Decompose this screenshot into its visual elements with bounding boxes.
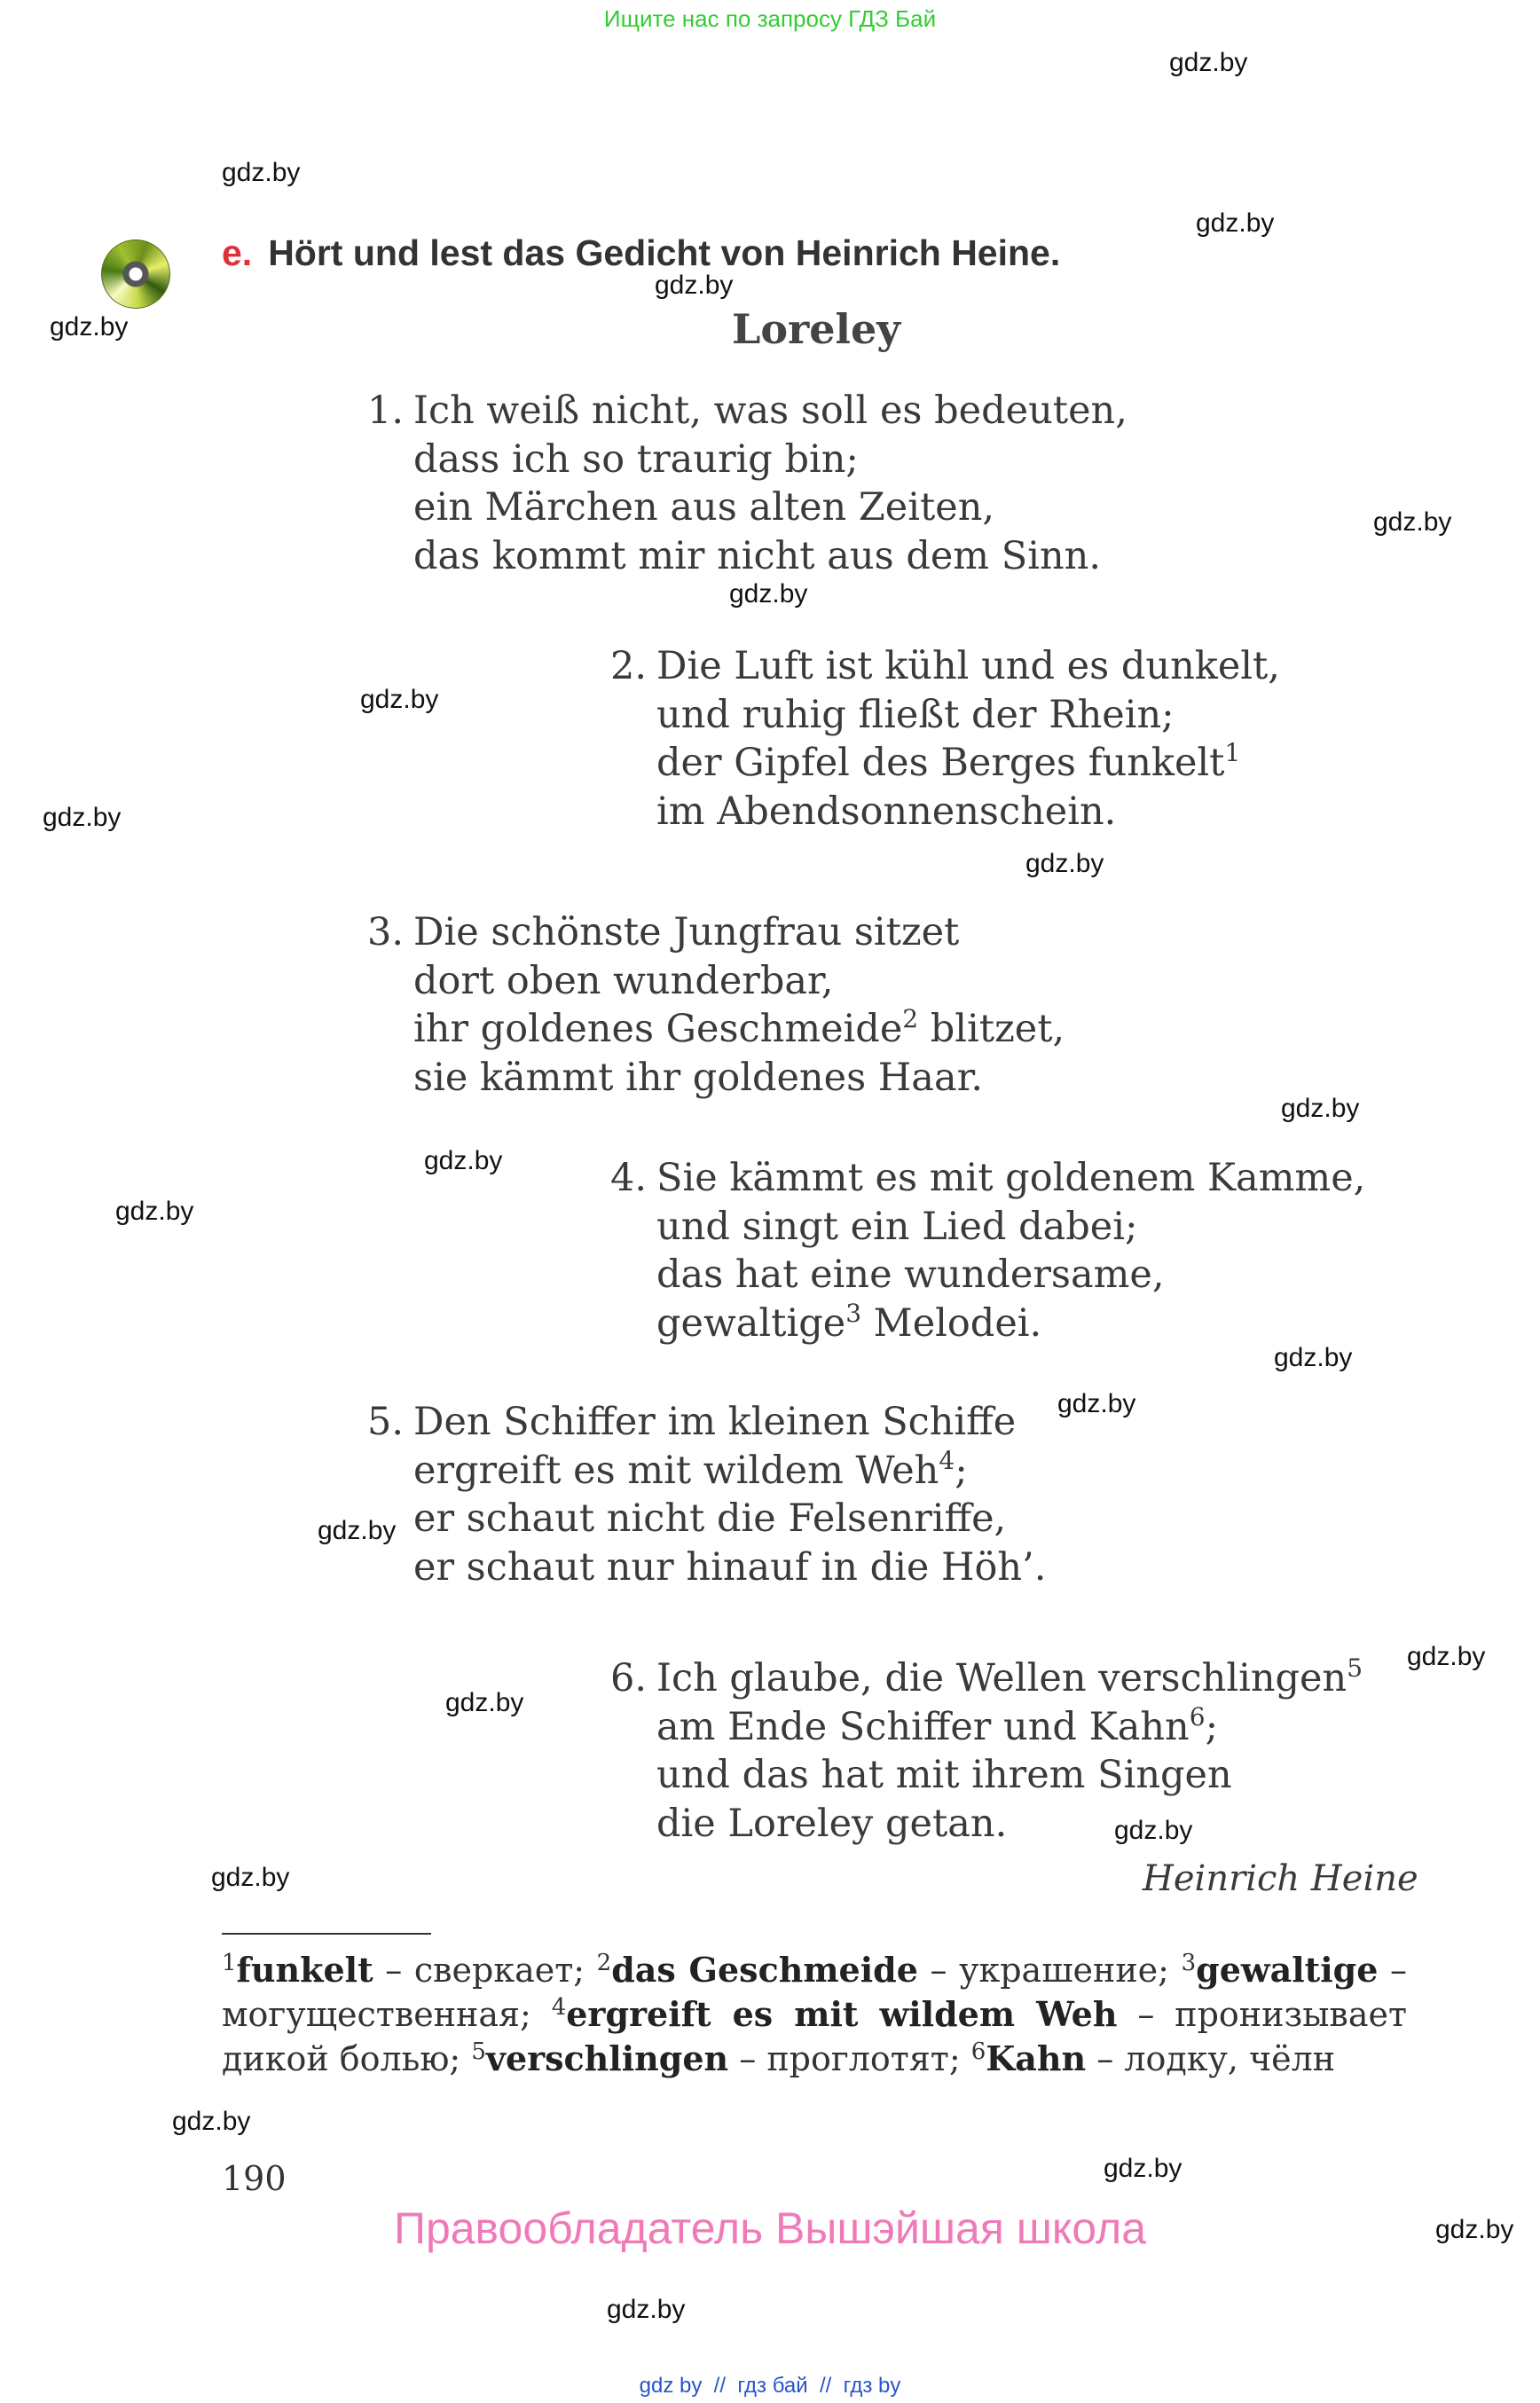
stanza-number: 6.	[610, 1656, 648, 1700]
footnote-sep: –	[917, 1951, 960, 1990]
footnote-term: Kahn	[986, 2038, 1087, 2078]
footnote-ref: 4	[939, 1445, 955, 1475]
footnote-number: 3	[1181, 1950, 1197, 1976]
poem-line-text: am Ende Schiffer und Kahn	[656, 1704, 1190, 1749]
stanza-number: 1.	[367, 389, 405, 433]
copyright-holder: Правообладатель Вышэйшая школа	[394, 2203, 1146, 2253]
footnote-sep: –	[1086, 2039, 1125, 2078]
poem-line	[413, 1447, 1046, 1496]
bottom-links[interactable]: gdz by // гдз бай // гдз by	[639, 2374, 901, 2398]
poem-line-text: blitzet,	[918, 1007, 1065, 1051]
footnote-term: das Geschmeide	[611, 1950, 918, 1990]
watermark: gdz.by	[211, 1863, 290, 1892]
watermark: gdz.by	[729, 579, 808, 609]
stanza-number: 5.	[367, 1400, 405, 1444]
poem-line: das kommt mir nicht aus dem Sinn.	[413, 533, 1102, 578]
watermark: gdz.by	[424, 1146, 503, 1175]
footnote-term: funkelt	[236, 1950, 373, 1990]
top-banner[interactable]: Ищите нас по запросу ГДЗ Бай	[603, 5, 937, 32]
stanza-6	[610, 1654, 1363, 1848]
poem-line: er schaut nicht die Felsenriffe,	[413, 1496, 1007, 1541]
poem-line-text: ihr goldenes Geschmeide	[413, 1007, 903, 1051]
footnote-term: gewaltige	[1196, 1950, 1379, 1990]
poem-line-text: der Gipfel des Berges funkelt	[656, 741, 1225, 785]
footnote-sep: –	[1117, 1995, 1175, 2034]
poem-line: dass ich so traurig bin;	[413, 436, 859, 482]
watermark: gdz.by	[1025, 849, 1104, 878]
watermark: gdz.by	[1104, 2154, 1182, 2183]
poem-line: und singt ein Lied dabei;	[656, 1204, 1138, 1249]
footnote-number: 5	[471, 2038, 486, 2065]
poem-line	[656, 1703, 1363, 1752]
stanza-number: 3.	[367, 910, 405, 954]
watermark: gdz.by	[1114, 1816, 1193, 1845]
stanza-2	[610, 642, 1280, 836]
footnote-term: verschlingen	[485, 2038, 729, 2078]
footnote-sep: –	[373, 1951, 414, 1990]
stanza-number: 4.	[610, 1156, 648, 1200]
watermark: gdz.by	[1274, 1343, 1353, 1372]
watermark: gdz.by	[1373, 507, 1452, 537]
stanza-1	[367, 387, 1128, 580]
poem-line: Ich weiß nicht, was soll es bedeuten,	[413, 389, 1128, 433]
footnote-number: 1	[222, 1950, 237, 1976]
footnote-divider	[222, 1933, 431, 1935]
watermark: gdz.by	[172, 2107, 251, 2136]
footnote-ref: 2	[902, 1004, 919, 1033]
watermark: gdz.by	[318, 1516, 397, 1545]
footnote-meaning: могущественная;	[222, 1995, 552, 2034]
poem-author: Heinrich Heine	[1143, 1858, 1418, 1899]
task-letter: e.	[222, 232, 253, 273]
poem-line-text: ergreift es mit wildem Weh	[413, 1448, 939, 1493]
watermark: gdz.by	[607, 2295, 686, 2324]
poem-line	[656, 739, 1280, 788]
poem-line: Die schönste Jungfrau sitzet	[413, 910, 960, 954]
footnote-sep: –	[1378, 1951, 1407, 1990]
poem-line	[656, 1300, 1365, 1348]
watermark: gdz.by	[1407, 1642, 1486, 1671]
stanza-5	[367, 1398, 1046, 1591]
footnote-meaning: проглотят;	[766, 2039, 971, 2078]
footnote-number: 2	[596, 1950, 612, 1976]
page-number: 190	[222, 2159, 287, 2198]
stanza-3	[367, 908, 1065, 1102]
footnote-ref: 3	[845, 1298, 862, 1328]
poem-line: dort oben wunderbar,	[413, 958, 834, 1003]
watermark: gdz.by	[1435, 2215, 1514, 2244]
footnotes	[222, 1948, 1407, 2081]
footnote-meaning: сверкает;	[413, 1951, 597, 1990]
poem-line: ein Märchen aus alten Zeiten,	[413, 485, 995, 530]
stanza-4	[610, 1154, 1365, 1347]
poem-line: das hat eine wundersame,	[656, 1253, 1165, 1297]
poem-line-text: Ich glaube, die Wellen verschlingen	[656, 1656, 1348, 1700]
poem-line-text: ;	[1205, 1704, 1219, 1749]
poem-line: sie kämmt ihr goldenes Haar.	[413, 1055, 984, 1100]
poem-title: Loreley	[732, 305, 900, 353]
footnote-ref: 6	[1189, 1701, 1206, 1732]
footnote-sep: –	[728, 2039, 767, 2078]
task-heading	[222, 232, 1060, 274]
watermark: gdz.by	[445, 1688, 524, 1717]
poem-line: die Loreley getan.	[656, 1801, 1008, 1846]
poem-line: Den Schiffer im kleinen Schiffe	[413, 1400, 1017, 1444]
watermark: gdz.by	[1057, 1389, 1136, 1418]
poem-line: er schaut nur hinauf in die Höh’.	[413, 1544, 1047, 1590]
stanza-number: 2.	[610, 644, 648, 688]
watermark: gdz.by	[50, 312, 129, 342]
watermark: gdz.by	[1281, 1094, 1360, 1123]
poem-line	[656, 1654, 1363, 1703]
poem-line: Sie kämmt es mit goldenem Kamme,	[656, 1156, 1366, 1200]
watermark: gdz.by	[655, 271, 734, 300]
watermark: gdz.by	[1196, 208, 1275, 238]
poem-line: Die Luft ist kühl und es dunkelt,	[656, 644, 1280, 688]
footnote-number: 4	[551, 1994, 567, 2021]
footnote-meaning: пронизывает дикой болью;	[222, 1995, 1407, 2078]
footnote-term: ergreift es mit wildem Weh	[566, 1994, 1118, 2034]
footnote-ref: 5	[1347, 1653, 1363, 1683]
poem-line: und ruhig fließt der Rhein;	[656, 692, 1175, 737]
poem-line-text: ;	[955, 1448, 968, 1493]
poem-line-text: gewaltige	[656, 1300, 846, 1346]
footnote-number: 6	[970, 2038, 986, 2065]
poem-line: im Abendsonnenschein.	[656, 789, 1117, 834]
watermark: gdz.by	[43, 803, 122, 832]
poem-line-text: Melodei.	[861, 1300, 1042, 1346]
footnote-ref: 1	[1224, 738, 1241, 767]
watermark: gdz.by	[360, 685, 439, 714]
poem-line: und das hat mit ihrem Singen	[656, 1753, 1232, 1797]
poem-line	[413, 1005, 1065, 1054]
footnote-meaning: лодку, чёлн	[1124, 2039, 1336, 2078]
task-text: Hört und lest das Gedicht von Heinrich Heine.	[268, 232, 1061, 273]
watermark: gdz.by	[1169, 48, 1248, 77]
audio-cd-icon[interactable]	[101, 240, 170, 309]
footnote-meaning: украшение;	[959, 1951, 1182, 1990]
watermark: gdz.by	[115, 1197, 194, 1226]
watermark: gdz.by	[222, 158, 301, 187]
